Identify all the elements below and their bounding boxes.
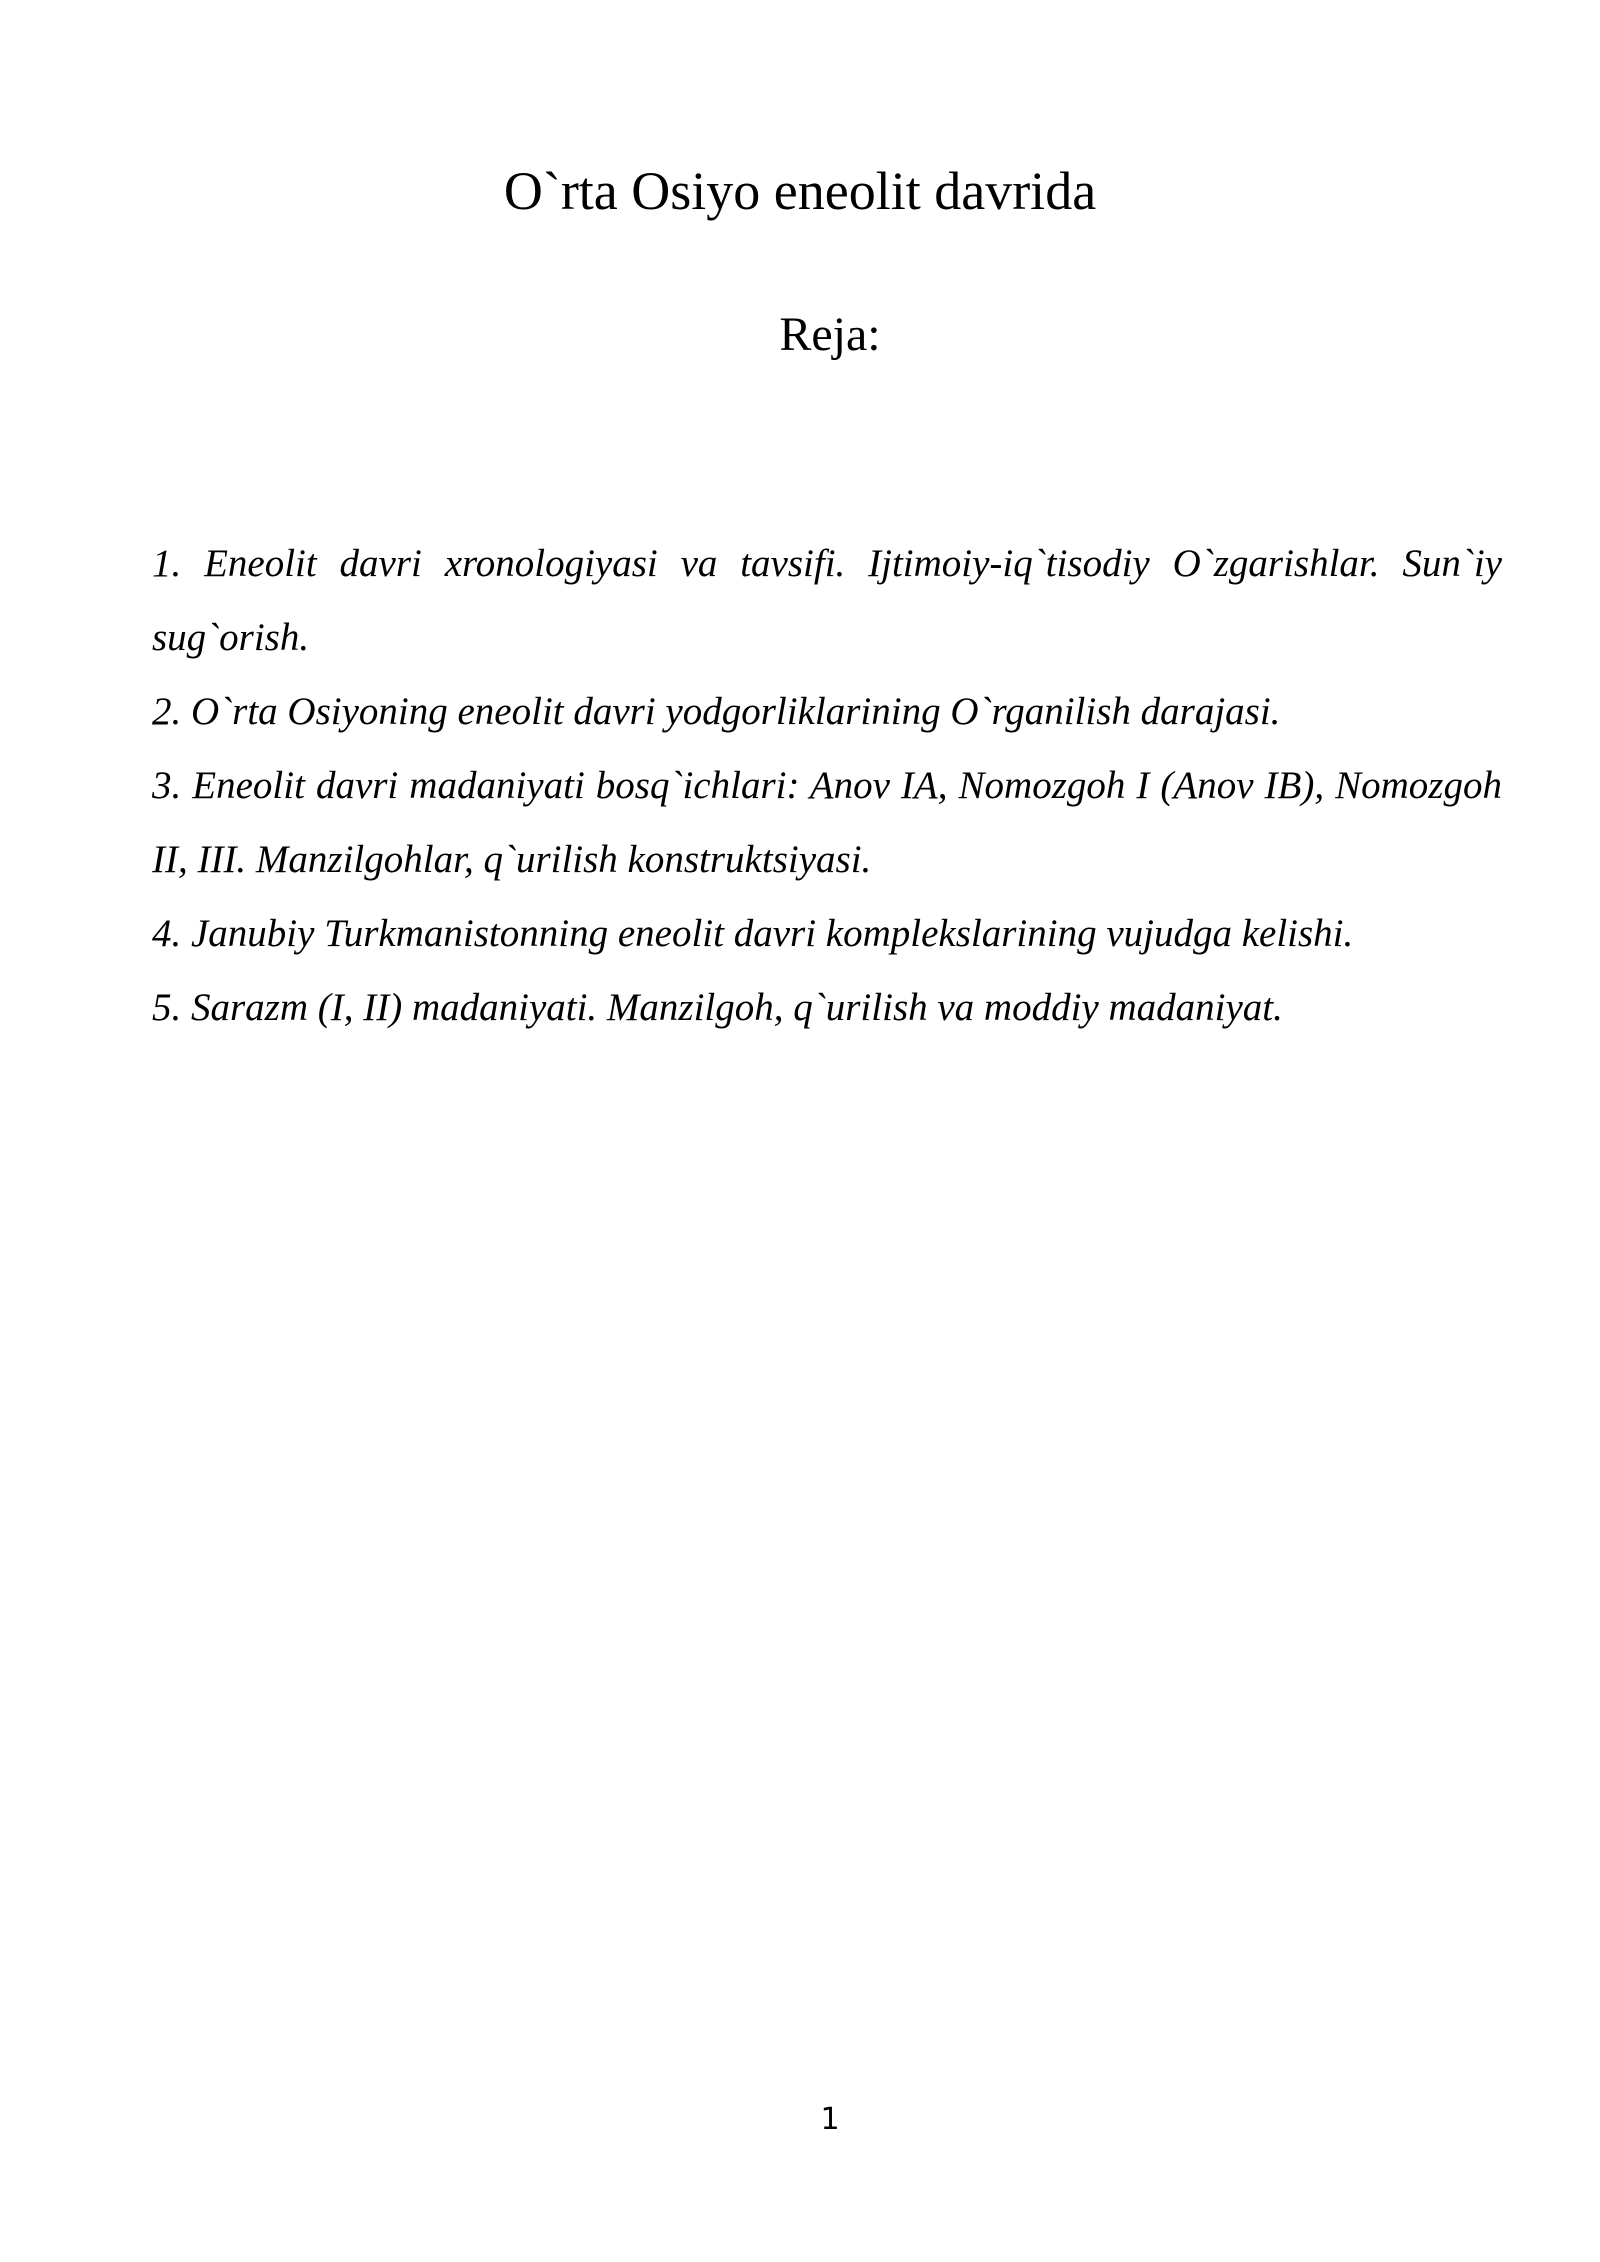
plan-heading: Reja: [779, 308, 881, 361]
plan-item-4: 4. Janubiy Turkmanistonning eneolit davri komplekslarining vujudga kelishi. [152, 912, 1354, 955]
plan-item-5: 5. Sarazm (I, II) madaniyati. Manzilgoh, q`urilish va moddiy madaniyat. [152, 986, 1283, 1029]
plan-item-3: 3. Eneolit davri madaniyati bosq`ichlari: Anov IA, Nomozgoh I (Anov IB), Nomozgoh II, III. Manzilgohlar, q`urilish konstruktsiyasi. [152, 764, 1502, 881]
plan-item-2: 2. O`rta Osiyoning eneolit davri yodgorliklarining O`rganilish darajasi. [152, 690, 1281, 733]
page-number: 1 [820, 2102, 840, 2137]
document-title: O`rta Osiyo eneolit davrida [503, 161, 1097, 221]
plan-list [152, 527, 1502, 1045]
plan-item-1: 1. Eneolit davri xronologiyasi va tavsifi. Ijtimoiy-iq`tisodiy O`zgarishlar. Sun`iy sug`orish. [152, 542, 1502, 659]
